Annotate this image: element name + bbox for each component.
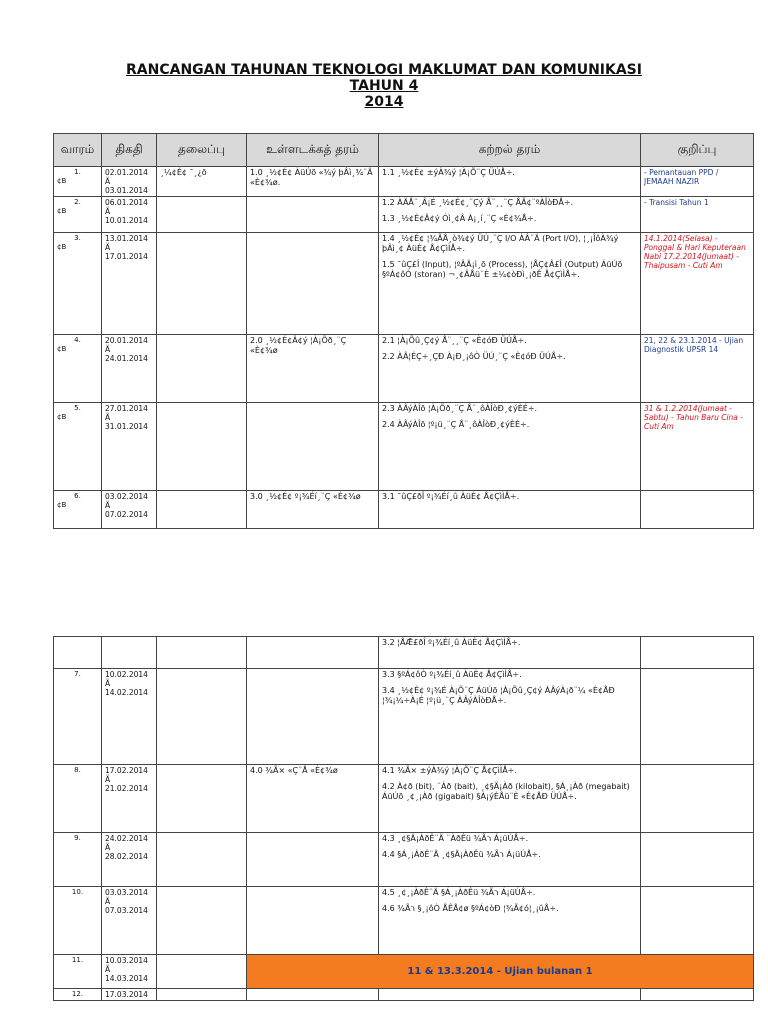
week-cell	[54, 167, 102, 197]
col-week: வாரம்	[54, 134, 102, 167]
note-cell	[641, 833, 754, 887]
learning-standard-item: 1.3 ¸½¢É¢Â¢ý Óì¸¢Â À¡¸í¸¨Ç «È¢¾Å÷.	[382, 214, 537, 223]
learning-standard-cell	[379, 833, 641, 887]
topic-cell	[157, 335, 247, 403]
learning-standard-cell	[379, 491, 641, 529]
content-standard-cell: 4.0 ¾Ã× «Ç¨Å «È¢¾ø	[247, 765, 379, 833]
week-number: 5.	[74, 404, 81, 412]
note-cell: 14.1.2014(Selasa) - Ponggal & Hari Keputeraan Nabi 17.2.2014(Jumaat) - Thaipusam - Cuti Am	[641, 233, 754, 335]
date-separator: Ä	[105, 501, 111, 510]
learning-standard-item: 2.3 ÀÂýÀÎõ ¦À¡Õð¸¨Ç Å¨¸ôÀÎòÐ¸¢ýÈÉ÷.	[382, 404, 538, 413]
date-end: 07.03.2014	[105, 906, 148, 915]
topic-cell	[157, 197, 247, 233]
content-standard-cell	[247, 637, 379, 669]
date-cell	[102, 955, 157, 989]
learning-standard-cell	[379, 233, 641, 335]
week-suffix: ¢B	[57, 413, 67, 421]
table-row	[54, 765, 754, 833]
content-standard-cell	[247, 833, 379, 887]
date-separator: Ä	[105, 775, 111, 784]
learning-standard-item: 4.6 ¾Ãר §¸¡ôÒ ÅÊÅ¢ø §ºÁ¢òÐ ¦¾Ã¢ó¦¸¡ûÅ÷.	[382, 904, 559, 913]
content-standard-cell	[247, 669, 379, 765]
date-end: 07.02.2014	[105, 510, 148, 519]
date-separator: Ä	[105, 679, 111, 688]
topic-cell	[157, 955, 247, 989]
date-end: 28.02.2014	[105, 852, 148, 861]
note-cell: 21, 22 & 23.1.2014 - Ujian Diagnostik UPSR 14	[641, 335, 754, 403]
date-cell	[102, 669, 157, 765]
note-cell	[641, 989, 754, 1001]
date-cell	[102, 637, 157, 669]
topic-cell	[157, 403, 247, 491]
week-cell	[54, 887, 102, 955]
learning-standard-item: 3.2 ¦ÅǢ£ðÎ º¡¾Éí¸û ÀüÈ¢ Å¢ÇìÌÅ÷.	[382, 638, 521, 647]
date-start: 03.02.2014	[105, 492, 148, 501]
table-row	[54, 403, 754, 491]
date-end: 24.01.2014	[105, 354, 148, 363]
date-cell	[102, 491, 157, 529]
date-end: 14.03.2014	[105, 974, 148, 983]
learning-standard-item: 4.4 §Á¸¡ÀðÊ¨Ä ¸¢§Ä¡ÀðÊü ¾Ãר Á¡üÚÅ÷.	[382, 850, 541, 859]
table-row	[54, 335, 754, 403]
learning-standard-cell	[379, 637, 641, 669]
date-separator: Ä	[105, 965, 111, 974]
col-topic: தலைப்பு	[157, 134, 247, 167]
week-cell	[54, 833, 102, 887]
table-row	[54, 197, 754, 233]
learning-standard-item: 1.4 ¸½¢É¢ ¦¾ÃÅ¸ò¾¢ý ÜÚ¸¨Ç I/O ÀÂ¨Ä (Port I/O), ¦¸¡ÎôÀ¾ý þÂì¸¢ ÀüÈ¢ Å¢ÇìÌÅ÷.	[382, 234, 619, 253]
topic-cell	[157, 669, 247, 765]
week-cell	[54, 233, 102, 335]
note-cell	[641, 887, 754, 955]
date-cell	[102, 197, 157, 233]
date-cell	[102, 765, 157, 833]
col-date: திகதி	[102, 134, 157, 167]
learning-standard-cell	[379, 403, 641, 491]
learning-standard-cell	[379, 197, 641, 233]
date-start: 17.03.2014	[105, 990, 148, 999]
date-end: 17.01.2014	[105, 252, 148, 261]
content-standard-cell	[247, 233, 379, 335]
learning-standard-item: 1.1 ¸½¢É¢ ±ýÀ¾ý ¦À¡Õ¨Ç ÜÚÅ÷.	[382, 168, 515, 177]
week-suffix: ¢B	[57, 501, 67, 509]
note-cell	[641, 765, 754, 833]
date-start: 03.03.2014	[105, 888, 148, 897]
table-header-row	[54, 134, 754, 167]
topic-cell: ¸¼¢É¢ ¯¸¿õ	[157, 167, 247, 197]
week-number: 10.	[71, 888, 84, 896]
table-row	[54, 887, 754, 955]
date-start: 27.01.2014	[105, 404, 148, 413]
week-cell	[54, 335, 102, 403]
plan-table-page2	[53, 636, 754, 1001]
content-standard-cell	[247, 887, 379, 955]
week-suffix: ¢B	[57, 207, 67, 215]
date-separator: Ä	[105, 345, 111, 354]
table-row	[54, 669, 754, 765]
doc-title-line1: RANCANGAN TAHUNAN TEKNOLOGI MAKLUMAT DAN KOMUNIKASI	[126, 62, 642, 78]
week-cell	[54, 403, 102, 491]
date-cell	[102, 167, 157, 197]
week-cell	[54, 197, 102, 233]
week-number: 3.	[74, 234, 81, 242]
date-cell	[102, 335, 157, 403]
table-row	[54, 637, 754, 669]
topic-cell	[157, 833, 247, 887]
topic-cell	[157, 765, 247, 833]
doc-title-line3: 2014	[364, 94, 404, 110]
note-cell	[641, 491, 754, 529]
week-number: 7.	[74, 670, 81, 678]
date-start: 10.02.2014	[105, 670, 148, 679]
exam-banner: 11 & 13.3.2014 - Ujian bulanan 1	[247, 955, 754, 989]
learning-standard-item: 2.1 ¦À¡Õû¸Ç¢ý Å¨¸¸¨Ç «È¢óÐ ÜÚÅ÷.	[382, 336, 527, 345]
date-separator: Ä	[105, 897, 111, 906]
date-separator: Ä	[105, 207, 111, 216]
learning-standard-item: 3.1 ¯ûÇ£ðÎ º¡¾Éí¸û ÀüÈ¢ Å¢ÇìÌÅ÷.	[382, 492, 520, 501]
table-row	[54, 989, 754, 1001]
note-cell: - Pemantauan PPD / JEMAAH NAZIR	[641, 167, 754, 197]
content-standard-cell	[247, 989, 379, 1001]
table-row	[54, 491, 754, 529]
learning-standard-item: 2.4 ÀÂýÀÎõ ¦º¡ü¸¨Ç Å¨¸ôÀÎòÐ¸¢ýÈÉ÷.	[382, 420, 530, 429]
learning-standard-cell	[379, 669, 641, 765]
date-separator: Ä	[105, 177, 111, 186]
learning-standard-item: 3.3 §ºÁ¢ôÒ º¡¾Éí¸û ÀüÈ¢ Å¢ÇìÌÅ÷.	[382, 670, 522, 679]
learning-standard-item: 2.2 ÀÂ¦ÉÇ÷¸ÇÐ À¡Ð¸¡ôÒ ÜÚ¸¨Ç «È¢óÐ ÜÚÅ÷.	[382, 352, 566, 361]
date-start: 02.01.2014	[105, 168, 148, 177]
week-number: 9.	[74, 834, 81, 842]
learning-standard-item: 3.4 ¸½¢É¢ º¡¾É À¡Õ¨Ç ÁüÚõ ¦À¡Õû¸Ç¢ý ÀÂýÀ¡ð¨¼ «È¢ÅÐ ¦¾¡¼÷À¡É ¦º¡ü¸¨Ç ÀÂýÀÎòÐÅ÷.	[382, 686, 615, 705]
note-cell: - Transisi Tahun 1	[641, 197, 754, 233]
learning-standard-cell	[379, 989, 641, 1001]
date-end: 31.01.2014	[105, 422, 148, 431]
date-start: 10.03.2014	[105, 956, 148, 965]
date-end: 14.02.2014	[105, 688, 148, 697]
date-separator: Ä	[105, 843, 111, 852]
date-cell	[102, 403, 157, 491]
week-cell	[54, 491, 102, 529]
learning-standard-item: 1.2 ÀÄÅ¨¸Â¡É ¸½¢É¢¸¨Çý Å¨¸¸¨Ç ÅÃ¢¨ºÀÎòÐÅ÷.	[382, 198, 574, 207]
date-separator: Ä	[105, 243, 111, 252]
week-number: 2.	[74, 198, 81, 206]
plan-table-page1	[53, 133, 754, 529]
learning-standard-item: 1.5 ¯ûÇ£Î (Input), ¦ºÂÄ¡ì¸õ (Process), ¦ÅÇ¢Â£Î (Output) ÁüÚõ §ºÁ¢ôÒ (storan) ¬¸¢ÂÅü¨È ±¼¢òÐì¸¡ðÊ Å¢ÇìÌÅ÷.	[382, 260, 623, 279]
table-row	[54, 833, 754, 887]
topic-cell	[157, 491, 247, 529]
content-standard-cell: 3.0 ¸½¢É¢ º¡¾Éí¸¨Ç «È¢¾ø	[247, 491, 379, 529]
week-suffix: ¢B	[57, 243, 67, 251]
date-start: 20.01.2014	[105, 336, 148, 345]
topic-cell	[157, 637, 247, 669]
week-cell	[54, 989, 102, 1001]
content-standard-cell	[247, 197, 379, 233]
learning-standard-cell	[379, 167, 641, 197]
date-cell	[102, 833, 157, 887]
date-start: 06.01.2014	[105, 198, 148, 207]
week-number: 6.	[74, 492, 81, 500]
week-suffix: ¢B	[57, 345, 67, 353]
date-start: 17.02.2014	[105, 766, 148, 775]
learning-standard-item: 4.2 À¢ð (bit), ¨Àð (bait), ¸¢§Ä¡Àð (kilobait), §Á¸¡Àð (megabait) ÁüÚõ ¸¢¸¡Àð (gigabait) §À¡ýÈÅü¨È «È¢ÅÐ ÜÚÅ÷.	[382, 782, 630, 801]
date-start: 13.01.2014	[105, 234, 148, 243]
col-content-standard: உள்ளடக்கத் தரம்	[247, 134, 379, 167]
col-learning-standard: கற்றல் தரம்	[379, 134, 641, 167]
date-cell	[102, 887, 157, 955]
topic-cell	[157, 989, 247, 1001]
content-standard-cell: 1.0 ¸½¢É¢ ÀüÚõ «¾ý þÂì¸¾¨Ä «È¢¾ø.	[247, 167, 379, 197]
week-number: 11.	[71, 956, 84, 964]
learning-standard-item: 4.5 ¸¢¸¡ÀðÊ¨Ä §Á¸¡ÀðÊü ¾Ãר Á¡üÚÅ÷.	[382, 888, 536, 897]
date-start: 24.02.2014	[105, 834, 148, 843]
learning-standard-cell	[379, 887, 641, 955]
content-standard-cell: 2.0 ¸½¢É¢Â¢ý ¦À¡Õð¸¨Ç «È¢¾ø	[247, 335, 379, 403]
doc-title-line2: TAHUN 4	[349, 78, 419, 94]
week-number: 1.	[74, 168, 81, 176]
week-number: 8.	[74, 766, 81, 774]
learning-standard-item: 4.3 ¸¢§Ä¡ÀðÊ¨Ä ¨ÀðÊü ¾Ãר Á¡üÚÅ÷.	[382, 834, 529, 843]
week-cell	[54, 637, 102, 669]
table-row	[54, 955, 754, 989]
topic-cell	[157, 233, 247, 335]
date-end: 03.01.2014	[105, 186, 148, 195]
note-cell	[641, 637, 754, 669]
content-standard-cell	[247, 403, 379, 491]
date-end: 10.01.2014	[105, 216, 148, 225]
note-cell: 31 & 1.2.2014(Jumaat - Sabtu) - Tahun Baru Cina - Cuti Am	[641, 403, 754, 491]
topic-cell	[157, 887, 247, 955]
date-cell	[102, 233, 157, 335]
table-row	[54, 233, 754, 335]
col-notes: குறிப்பு	[641, 134, 754, 167]
week-suffix: ¢B	[57, 177, 67, 185]
date-separator: Ä	[105, 413, 111, 422]
learning-standard-item: 4.1 ¾Ã× ±ýÀ¾ý ¦À¡Õ¨Ç Å¢ÇìÌÅ÷.	[382, 766, 517, 775]
week-cell	[54, 955, 102, 989]
week-cell	[54, 765, 102, 833]
table-row	[54, 167, 754, 197]
week-number: 4.	[74, 336, 81, 344]
learning-standard-cell	[379, 335, 641, 403]
week-number: 12.	[71, 990, 84, 998]
note-cell	[641, 669, 754, 765]
learning-standard-cell	[379, 765, 641, 833]
date-end: 21.02.2014	[105, 784, 148, 793]
date-cell	[102, 989, 157, 1001]
week-cell	[54, 669, 102, 765]
